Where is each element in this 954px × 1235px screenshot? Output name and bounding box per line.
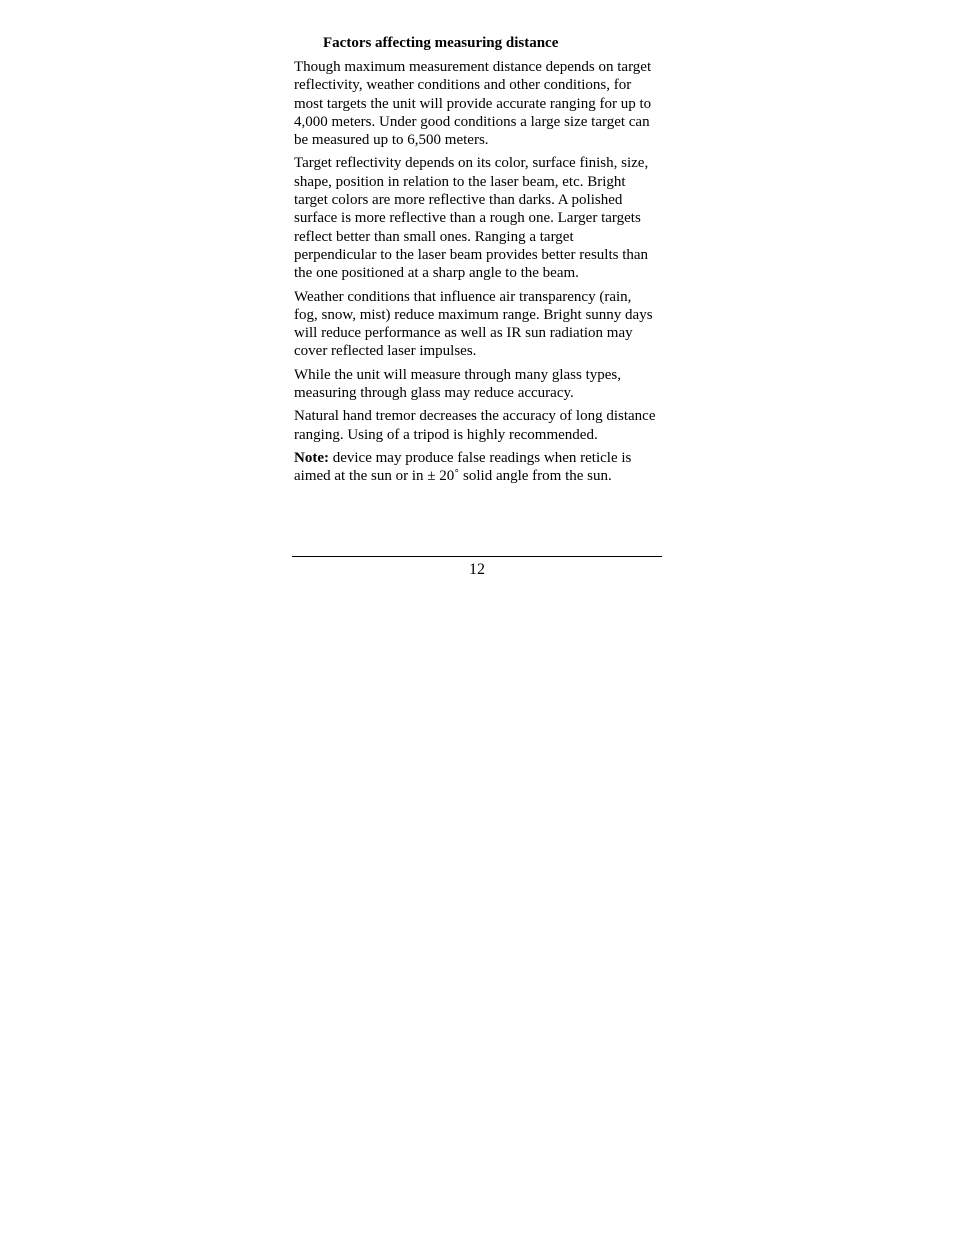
page-number: 12 xyxy=(469,561,485,578)
note-text: device may produce false readings when reticle is aimed at the sun or in ± 20˚ solid angle from the sun. xyxy=(294,449,632,485)
paragraph-max-distance: Though maximum measurement distance depends on target reflectivity, weather conditions and other conditions, for most targets the unit will provide accurate ranging for up to 4,000 meters. Under good conditions a large size target can be measured up to 6,500 meters. xyxy=(294,59,652,149)
footer-divider xyxy=(292,556,662,557)
paragraph-weather-conditions: Weather conditions that influence air transparency (rain, fog, snow, mist) reduce maximum range. Bright sunny days will reduce performance as well as IR sun radiation may cover reflected laser impulses. xyxy=(294,288,653,360)
page-content xyxy=(294,34,656,491)
paragraph-target-reflectivity: Target reflectivity depends on its color, surface finish, size, shape, position in relation to the laser beam, etc. Bright target colors are more reflective than darks. A polished surface is more reflective than a rough one. Larger targets reflect better than small ones. Ranging a target perpendicular to the laser beam provides better results than the one positioned at a sharp angle to the beam. xyxy=(294,155,649,282)
paragraph-glass: While the unit will measure through many glass types, measuring through glass may reduce accuracy. xyxy=(294,366,622,402)
note-label: Note: xyxy=(294,449,329,466)
paragraph-hand-tremor: Natural hand tremor decreases the accuracy of long distance ranging. Using of a tripod is highly recommended. xyxy=(294,408,656,443)
note-paragraph xyxy=(294,449,656,486)
section-heading: Factors affecting measuring distance xyxy=(323,35,559,51)
